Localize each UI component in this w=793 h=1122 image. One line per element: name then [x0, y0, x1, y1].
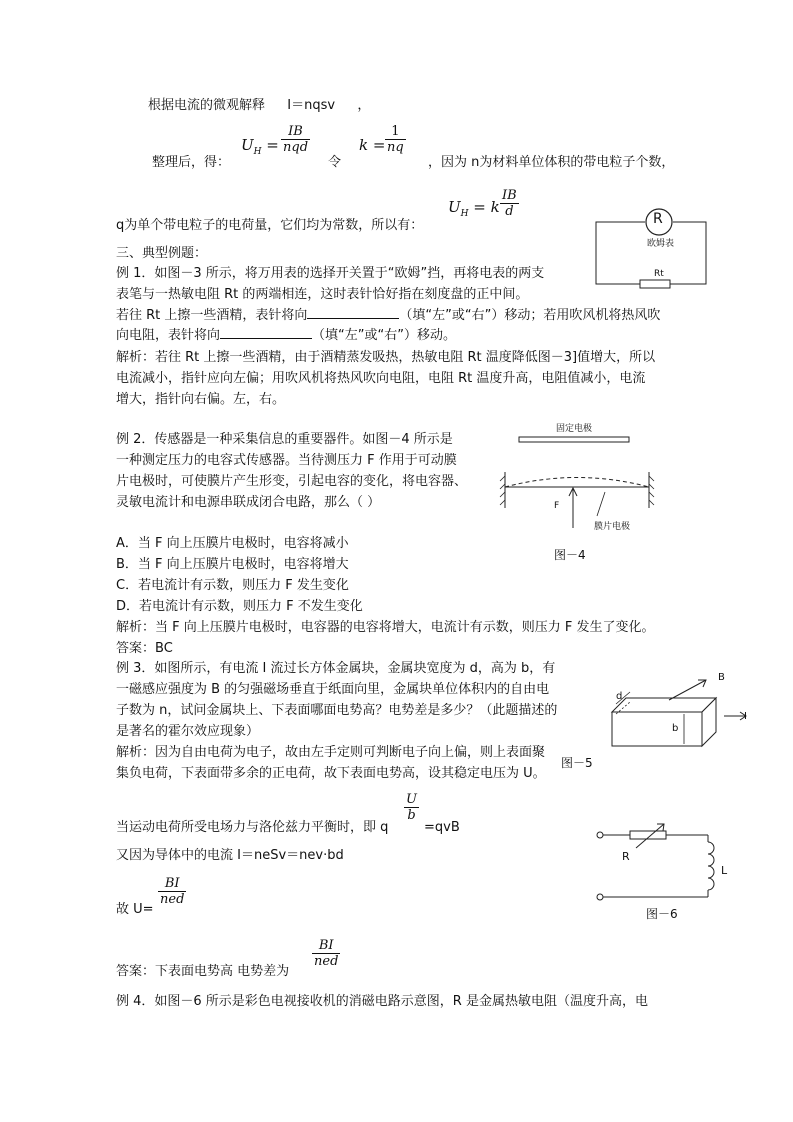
- micro-formula: I＝nqsv: [287, 98, 336, 113]
- membrane-electrode-label: 膜片电极: [594, 522, 631, 532]
- example3-line-4: 是著名的霍尔效应现象）: [116, 724, 260, 739]
- example3-analysis-2: 集负电荷，下表面带多余的正电荷，故下表面电势高，设其稳定电压为 U。: [116, 766, 546, 781]
- k-symbol: k =: [359, 136, 386, 154]
- example1-line-1: 例 1．如图－3 所示，将万用表的选择开关置于“欧姆”挡，再将电表的两支: [116, 266, 545, 281]
- resistor-r-label: R: [622, 850, 630, 863]
- example3-line-1: 例 3．如图所示，有电流 I 流过长方体金属块，金属块宽度为 d，高为 b，有: [116, 661, 556, 676]
- force-label: F: [554, 501, 560, 511]
- option-b: B．当 F 向上压膜片电极时，电容将增大: [116, 557, 349, 572]
- uh2-fraction: $\frac{IB}{d}$: [502, 188, 517, 219]
- hall-effect-block-diagram: [606, 670, 756, 770]
- height-b-label: b: [672, 723, 679, 734]
- example3-line-2: 一磁感应强度为 B 的匀强磁场垂直于纸面向里，金属块单位体积内的自由电: [116, 682, 550, 697]
- uh2-symbol: $U_H = k$: [448, 198, 500, 219]
- example1-analysis-3: 增大，指针向右偏。左，右。: [116, 392, 286, 407]
- example3-analysis-1: 解析：因为自由电荷为电子，故由左手定则可判断电子向上偏，则上表面聚: [116, 745, 546, 760]
- meter-label: 欧姆表: [647, 239, 675, 249]
- option-c: C．若电流计有示数，则压力 F 发生变化: [116, 578, 349, 593]
- option-a: A．当 F 向上压膜片电极时，电容将减小: [116, 536, 349, 551]
- example2-line-4: 灵敏电流计和电源串联成闭合电路，那么（ ）: [116, 495, 381, 510]
- example1-analysis-1: 解析：若往 Rt 上擦一些酒精，由于酒精蒸发吸热，热敏电阻 Rt 温度降低图－3]值增大，所以: [116, 350, 656, 365]
- answer-blank-1[interactable]: [307, 306, 399, 319]
- answer-blank-2[interactable]: [220, 326, 312, 339]
- example2-line-1: 例 2．传感器是一种采集信息的重要器件。如图－4 所示是: [116, 432, 453, 447]
- balance-text: 当运动电荷所受电场力与洛伦兹力平衡时，即 q: [116, 820, 389, 835]
- uh-symbol: $U_H$ =: [241, 136, 279, 157]
- option-d: D．若电流计有示数，则压力 F 不发生变化: [116, 599, 363, 614]
- example1-line-2: 表笔与一热敏电阻 Rt 的两端相连，这时表针恰好指在刻度盘的正中间。: [116, 287, 529, 302]
- uh-fraction: IB nqd: [283, 124, 309, 155]
- example3-answer: 答案：下表面电势高 电势差为: [116, 964, 290, 979]
- arranged-label: 整理后，得：: [152, 155, 231, 170]
- example1-analysis-2: 电流减小，指针应向左偏；用吹风机将热风吹向电阻，电阻 Rt 温度升高，电阻值减小，电流: [116, 371, 646, 386]
- ling-label: 令: [328, 155, 342, 170]
- current-text: 又因为导体中的电流 I＝neSv＝nev·bd: [116, 848, 344, 863]
- balance-fraction: $\frac{U}{b}$: [406, 792, 417, 823]
- balance-rhs: =qvB: [424, 820, 460, 835]
- inductor-l-label: L: [721, 864, 728, 877]
- meter-r-symbol: R: [653, 211, 663, 227]
- figure-6-caption: 图－6: [646, 907, 678, 921]
- q-text: q为单个带电粒子的电荷量，它们均为常数，所以有：: [116, 218, 424, 233]
- fixed-electrode-label: 固定电极: [556, 424, 593, 434]
- example1-question-1: 若往 Rt 上擦一些酒精，表针将向 （填“左”或“右”）移动；若用吹风机将热风吹: [116, 308, 661, 323]
- resistor-label: Rt: [654, 269, 664, 279]
- figure-4-caption: 图－4: [554, 548, 586, 562]
- example2-analysis: 解析：当 F 向上压膜片电极时，电容器的电容将增大，电流计有示数，则压力 F 发生了变化。: [116, 620, 655, 635]
- micro-comma: ，: [357, 98, 371, 113]
- because-text: ，因为 n为材料单位体积的带电粒子个数，: [428, 155, 675, 170]
- example2-line-2: 一种测定压力的电容式传感器。当待测压力 F 作用于可动膜: [116, 453, 457, 468]
- u-prefix: 故 U=: [116, 902, 154, 917]
- answer-fraction: BI ned: [314, 938, 339, 969]
- capacitive-sensor-diagram: [497, 420, 657, 540]
- u-fraction: BI ned: [160, 876, 185, 907]
- example2-line-3: 片电极时，可使膜片产生形变，引起电容的变化，将电容器、: [116, 474, 468, 489]
- current-i-label: I: [744, 711, 747, 722]
- example2-answer: 答案：BC: [116, 641, 173, 656]
- section-heading: 三、典型例题：: [116, 246, 208, 261]
- k-fraction: $\frac{1}{nq}$: [387, 124, 404, 155]
- example4-line-1: 例 4．如图－6 所示是彩色电视接收机的消磁电路示意图，R 是金属热敏电阻（温度升高，电: [116, 994, 648, 1009]
- figure-5-caption: 图－5: [561, 756, 593, 770]
- example3-line-3: 子数为 n，试问金属块上、下表面哪面电势高？电势差是多少？（此题描述的: [116, 703, 558, 718]
- micro-explanation-text: 根据电流的微观解释: [148, 98, 266, 113]
- field-b-label: B: [718, 672, 725, 683]
- degaussing-circuit-diagram: [596, 826, 736, 906]
- example1-question-2: 向电阻，表针将向 （填“左”或“右”）移动。: [116, 328, 456, 343]
- width-d-label: d: [616, 691, 623, 702]
